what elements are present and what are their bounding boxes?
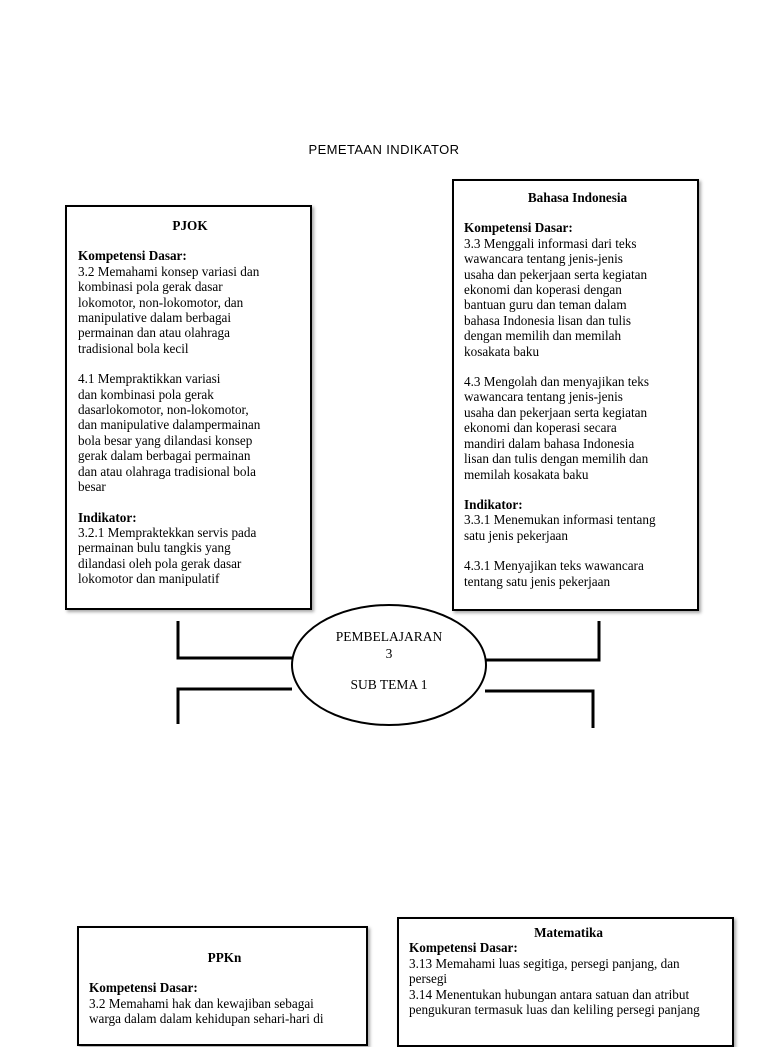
matematika-kd-2: 3.14 Menentukan hubungan antara satuan dan atribut pengukuran termasuk luas dan keliling persegi panjang (409, 986, 700, 1018)
pjok-indikator-1: 3.2.1 Mempraktekkan servis pada permainan bulu tangkis yang dilandasi oleh pola gerak dasar lokomotor dan manipulatif (78, 524, 257, 587)
matematika-heading: Matematika (534, 925, 603, 940)
bahasa-heading: Bahasa Indonesia (527, 190, 628, 205)
center-node (291, 604, 487, 726)
bahasa-kd-2: 4.3 Mengolah dan menyajikan teks wawancara tentang jenis-jenis usaha dan pekerjaan serta kegiatan ekonomi dan koperasi secara mandiri dalam bahasa Indonesia lisan dan tulis dengan memilih dan memilah kosakata baku (464, 374, 649, 482)
bahasa-indikator-label: Indikator: (464, 496, 523, 512)
matematika-box (397, 917, 734, 1047)
ppkn-kd-1: 3.2 Memahami hak dan kewajiban sebagai warga dalam dalam kehidupan sehari-hari di (89, 995, 324, 1027)
bahasa-indikator-2: 4.3.1 Menyajikan teks wawancara tentang satu jenis pekerjaan (464, 558, 644, 589)
page-title: PEMETAAN INDIKATOR (308, 142, 460, 157)
pjok-indikator-label: Indikator: (78, 509, 137, 525)
ppkn-kd-label: Kompetensi Dasar: (89, 980, 198, 996)
pjok-box (65, 205, 312, 610)
matematika-kd-label: Kompetensi Dasar: (409, 940, 518, 956)
bahasa-kd-1: 3.3 Menggali informasi dari teks wawancara tentang jenis-jenis usaha dan pekerjaan serta kegiatan ekonomi dan koperasi dengan bantuan guru dan teman dalam bahasa Indonesia lisan dan tulis dengan memilih dan memilah kosakata baku (464, 235, 648, 359)
pjok-kd-label: Kompetensi Dasar: (78, 248, 187, 264)
ppkn-heading: PPKn (207, 950, 242, 965)
bahasa-kd-label: Kompetensi Dasar: (464, 220, 573, 236)
matematika-kd-1: 3.13 Memahami luas segitiga, persegi panjang, dan persegi (409, 955, 680, 987)
pjok-heading: PJOK (172, 218, 208, 233)
center-node-subtitle: SUB TEMA 1 (350, 677, 428, 692)
pjok-kd-1: 3.2 Memahami konsep variasi dan kombinasi pola gerak dasar lokomotor, non-lokomotor, dan manipulative dalam berbagai permainan dan atau olahraga tradisional bola kecil (78, 263, 260, 356)
bahasa-indikator-1: 3.3.1 Menemukan informasi tentang satu jenis pekerjaan (464, 512, 656, 543)
bahasa-indonesia-box (452, 179, 699, 611)
center-node-title: PEMBELAJARAN 3 (335, 629, 443, 661)
ppkn-box (77, 926, 368, 1046)
pjok-kd-2: 4.1 Mempraktikkan variasi dan kombinasi pola gerak dasarlokomotor, non-lokomotor, dan manipulative dalampermainan bola besar yang dilandasi konsep gerak dalam berbagai permainan dan atau olahraga tradisional bola besar (78, 371, 261, 495)
